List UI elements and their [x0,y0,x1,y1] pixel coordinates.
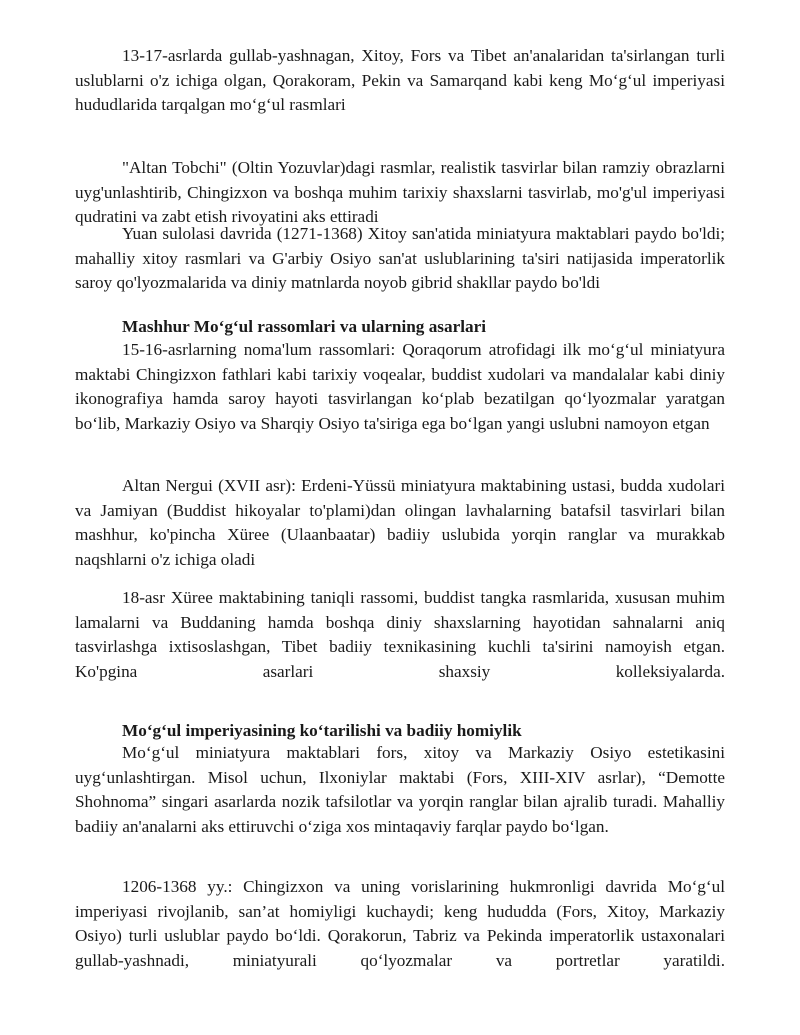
paragraph-unknown-artists: 15-16-asrlarning noma'lum rassomlari: Qoraqorum atrofidagi ilk mo‘g‘ul miniatyura maktabi Chingizxon fathlari kabi tarixiy voqealar, buddist xudolari va mandalalar kabi diniy ikonografiya hamda saroy hayoti tasvirlangan ko‘plab bezatilgan qo‘lyozmalar yaratgan bo‘lib, Markaziy Osiyo va Sharqiy Osiyo ta'siriga ega bo‘lgan yangi uslubni namoyon etgan [75,340,725,433]
paragraph-empire-timeline: 1206-1368 yy.: Chingizxon va uning vorislarining hukmronligi davrida Mo‘g‘ul imperiyasi rivojlanib, san’at homiyligi kuchaydi; keng hududda (Fors, Xitoy, Markaziy Osiyo) turli uslublar paydo bo‘ldi. Qorakorun, Tabriz va Pekinda imperatorlik ustaxonalari gullab-yashnadi, miniatyurali qo‘lyozmalar va portretlar yaratildi. [75,877,725,970]
heading-empire-patronage: Mo‘g‘ul imperiyasining ko‘tarilishi va badiiy homiylik [122,721,522,740]
paragraph-yuan-dynasty: Yuan sulolasi davrida (1271-1368) Xitoy san'atida miniatyura maktablari paydo bo'ldi; mahalliy xitoy rasmlari va G'arbiy Osiyo san'at uslublarining ta'siri natijasida imperatorlik saroy qo'lyozmalarida va diniy matnlarda noyob gibrid shakllar paydo bo'ldi [75,224,725,292]
heading-famous-artists: Mashhur Mo‘g‘ul rassomlari va ularning asarlari [122,317,486,336]
paragraph-altan-nergui: Altan Nergui (XVII asr): Erdeni-Yüssü miniatyura maktabining ustasi, budda xudolari va Jamiyan (Buddist hikoyalar to'plami)dan olingan lavhalarning batafsil tasvirlari bilan mashhur, ko'pincha Xüree (Ulaanbaatar) badiiy uslubida yorqin ranglar va murakkab naqshlarni o'z ichiga oladi [75,476,725,569]
paragraph-khuree-artist: 18-asr Xüree maktabining taniqli rassomi, buddist tangka rasmlarida, xususan muhim lamalarni va Buddaning hamda boshqa diniy shaxslarning hayotidan sahnalarni aniq tasvirlashga ixtisoslashgan, Tibet badiiy texnikasining kuchli ta'sirini namoyish etgan. Ko'pgina asarlari shaxsiy kolleksiyalarda. [75,588,725,681]
paragraph-altan-tobchi: "Altan Tobchi" (Oltin Yozuvlar)dagi rasmlar, realistik tasvirlar bilan ramziy obrazlarni uyg'unlashtirib, Chingizxon va boshqa muhim tarixiy shaxslarni tasvirlab, mo'g'ul imperiyasi qudratini va zabt etish rivoyatini aks ettiradi [75,158,725,226]
paragraph-mongol-paintings: 13-17-asrlarda gullab-yashnagan, Xitoy, Fors va Tibet an'analaridan ta'sirlangan turli uslublarni o'z ichiga olgan, Qorakoram, Pekin va Samarqand kabi keng Mo‘g‘ul imperiyasi hududlarida tarqalgan mo‘g‘ul rasmlari [75,46,725,114]
paragraph-miniature-schools: Mo‘g‘ul miniatyura maktablari fors, xitoy va Markaziy Osiyo estetikasini uyg‘unlashtirgan. Misol uchun, Ilxoniylar maktabi (Fors, XIII-XIV asrlar), “Demotte Shohnoma” singari asarlarda nozik tafsilotlar va yorqin ranglar bilan ajralib turadi. Mahalliy badiiy an'analarni aks ettiruvchi o‘ziga xos mintaqaviy farqlar paydo bo‘lgan. [75,743,725,836]
